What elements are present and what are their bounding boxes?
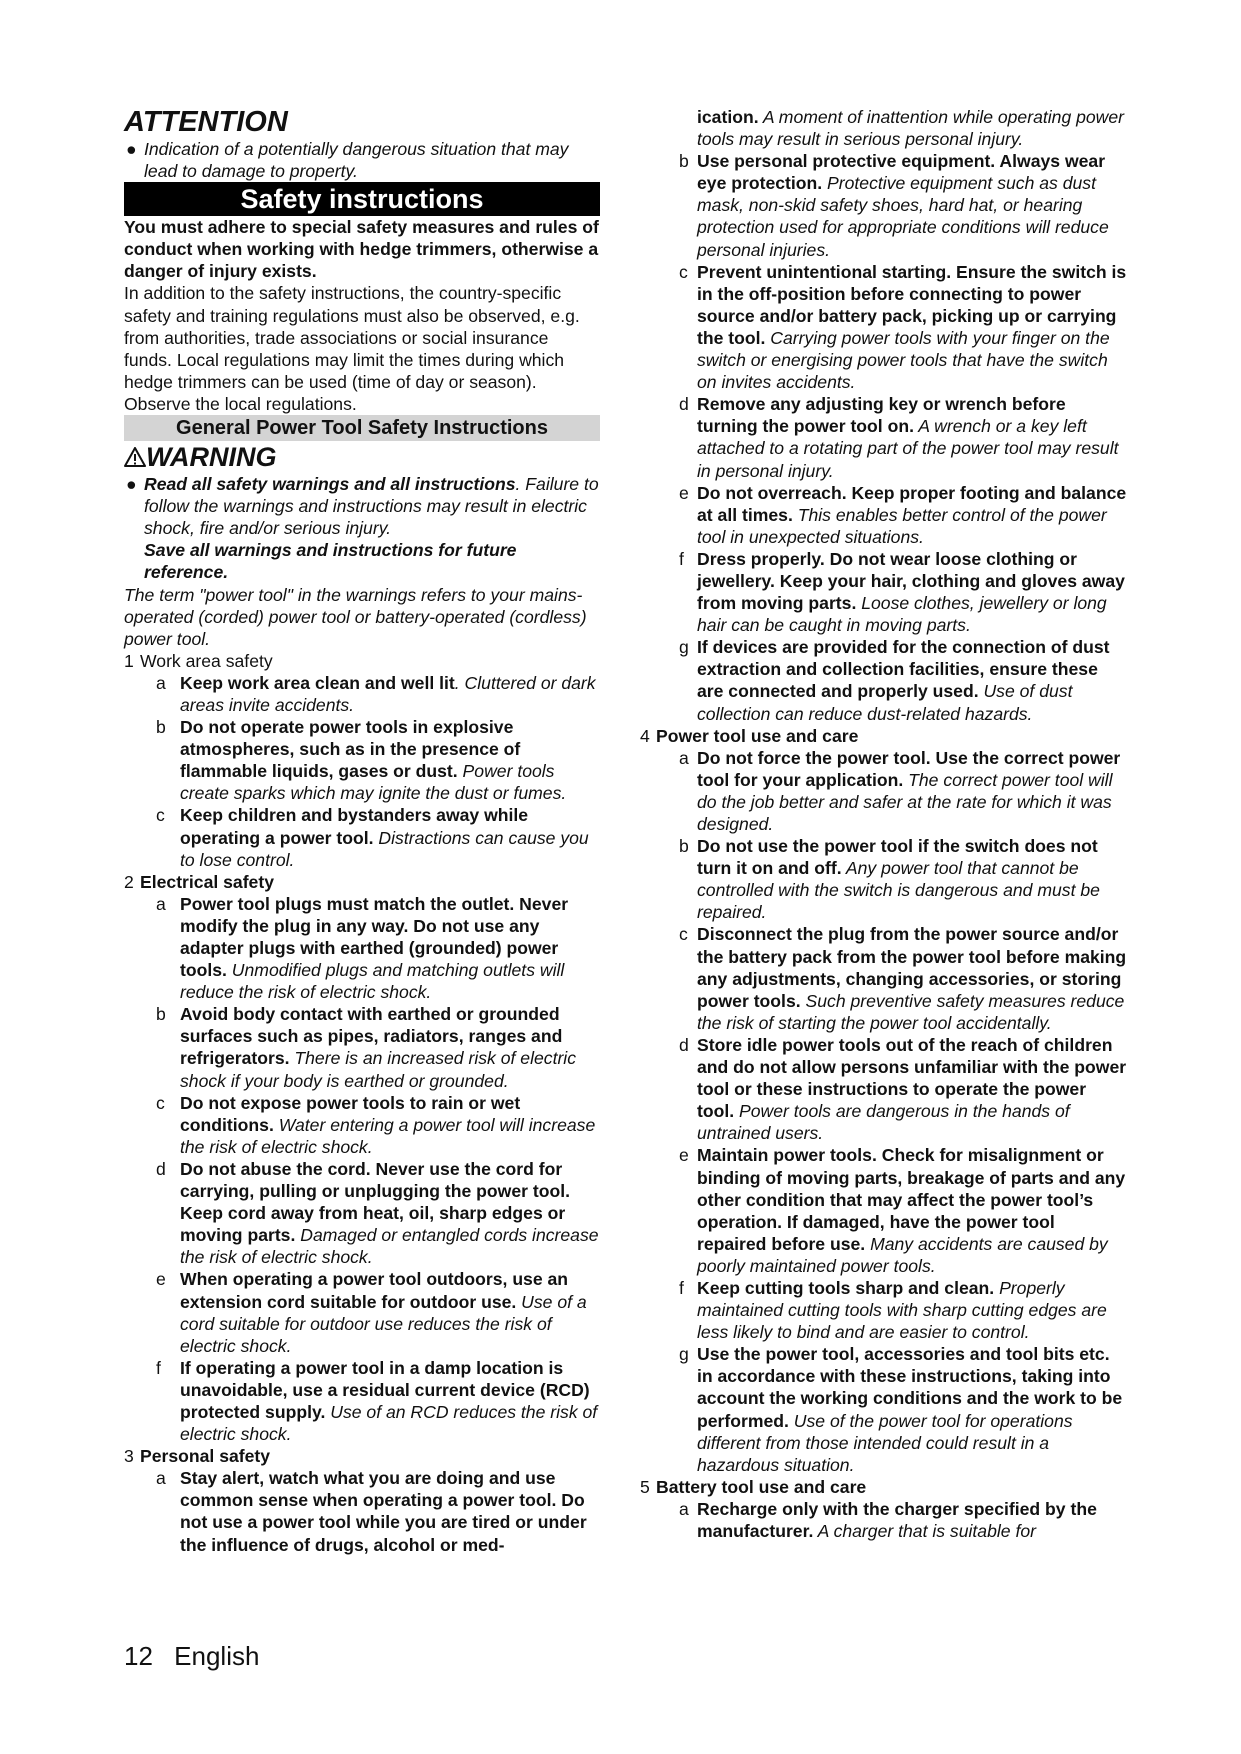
section-title: Power tool use and care bbox=[656, 725, 859, 746]
item-rule: Do not operate power tools in explosive atmospheres, such as in the presence of flammable liquids, gases or dust. bbox=[180, 717, 521, 782]
item-explanation: Protective equipment such as dust mask, non-skid safety shoes, hard hat, or hearing protection used for appropriate conditions will reduce personal injuries. bbox=[697, 173, 1109, 260]
item-rule: Store idle power tools out of the reach of children and do not allow persons unfamiliar with the power tool or these instructions to operate the power tool. bbox=[697, 1034, 1127, 1122]
item-rule: When operating a power tool outdoors, use an extension cord suitable for outdoor use. bbox=[180, 1269, 569, 1312]
item-letter: b bbox=[156, 1004, 166, 1025]
item-explanation: Many accidents are caused by poorly maintained power tools. bbox=[697, 1233, 1108, 1276]
item-explanation: Distractions can cause you to lose control. bbox=[180, 827, 589, 870]
right-personal-items bbox=[640, 150, 1127, 724]
section-number: 5 bbox=[640, 1476, 650, 1497]
item-letter: g bbox=[679, 637, 689, 658]
item-letter: b bbox=[679, 836, 689, 857]
instruction-item-d bbox=[640, 393, 1127, 481]
instruction-item-c bbox=[124, 1092, 600, 1158]
bullet-icon: ● bbox=[126, 139, 137, 159]
general-safety-heading: General Power Tool Safety Instructions bbox=[124, 415, 600, 441]
instruction-item-a bbox=[124, 672, 600, 716]
item-rule: Recharge only with the charger specified by the manufacturer. bbox=[697, 1498, 1097, 1541]
item-letter: a bbox=[156, 893, 166, 914]
instruction-item-a bbox=[640, 747, 1127, 835]
continuation-bold: ication. bbox=[697, 107, 759, 127]
item-explanation: A charger that is suitable for bbox=[813, 1521, 1036, 1541]
item-rule: Remove any adjusting key or wrench before turning the power tool on. bbox=[697, 394, 1066, 437]
item-explanation: Such preventive safety measures reduce the risk of starting the power tool accidentally. bbox=[697, 990, 1125, 1033]
item-letter: e bbox=[679, 482, 689, 503]
item-letter: e bbox=[679, 1145, 689, 1166]
item-explanation: . Cluttered or dark areas invite accidents. bbox=[180, 672, 596, 715]
section-heading-5 bbox=[640, 1476, 1127, 1498]
instruction-item-e bbox=[640, 482, 1127, 548]
instruction-item-e bbox=[640, 1144, 1127, 1277]
item-explanation: Any power tool that cannot be controlled with the switch is dangerous and must be repaired. bbox=[697, 858, 1100, 923]
item-explanation: Use of the power tool for operations different from those intended could result in a hazardous situation. bbox=[697, 1410, 1073, 1475]
instruction-item-c bbox=[124, 804, 600, 870]
item-letter: b bbox=[156, 717, 166, 738]
section-number: 1 bbox=[124, 650, 134, 671]
read-warnings-bold: Read all safety warnings and all instructions bbox=[144, 474, 516, 495]
attention-description: Indication of a potentially dangerous situation that may lead to damage to property. bbox=[144, 139, 569, 182]
instruction-item-g bbox=[640, 636, 1127, 724]
item-rule: Stay alert, watch what you are doing and use common sense when operating a power tool. Do not use a power tool while you are tired or under the influence of drugs, alcohol or med- bbox=[180, 1468, 587, 1555]
item-explanation: This enables better control of the power tool in unexpected situations. bbox=[697, 504, 1107, 547]
page-number: 12 bbox=[124, 1641, 153, 1671]
item-rule: Use the power tool, accessories and tool bits etc. in accordance with these instructions, taking into account the working conditions and the work to be performed. bbox=[697, 1344, 1123, 1431]
item-letter: c bbox=[156, 1092, 165, 1113]
item-explanation: Loose clothes, jewellery or long hair can be caught in moving parts. bbox=[697, 593, 1107, 636]
item-rule: Maintain power tools. Check for misalignment or binding of moving parts, breakage of parts and any other condition that may affect the power tool’s operation. If damaged, have the power tool repaired before use. bbox=[697, 1145, 1126, 1254]
item-letter: f bbox=[679, 1277, 684, 1298]
item-letter: c bbox=[679, 261, 688, 282]
attention-text bbox=[124, 138, 600, 182]
warning-label: WARNING bbox=[146, 442, 277, 473]
section-title: Electrical safety bbox=[140, 871, 274, 892]
left-column bbox=[124, 106, 600, 1556]
item-explanation: Use of an RCD reduces the risk of electric shock. bbox=[180, 1401, 598, 1445]
item-letter: a bbox=[156, 1468, 166, 1489]
section-number: 2 bbox=[124, 871, 134, 892]
item-explanation: Damaged or entangled cords increase the risk of electric shock. bbox=[180, 1225, 599, 1268]
safety-instructions-heading: Safety instructions bbox=[124, 182, 600, 216]
footer-language: English bbox=[174, 1641, 260, 1671]
item-rule: Keep cutting tools sharp and clean. bbox=[697, 1277, 995, 1298]
item-explanation: Power tools are dangerous in the hands of untrained users. bbox=[697, 1101, 1070, 1144]
item-rule: Use personal protective equipment. Always wear eye protection. bbox=[697, 151, 1106, 194]
item-rule: Prevent unintentional starting. Ensure the switch is in the off-position before connecting to power source and/or battery pack, picking up or carrying the tool. bbox=[697, 261, 1127, 348]
item-rule: Do not force the power tool. Use the correct power tool for your application. bbox=[697, 747, 1121, 790]
personal-safety-continuation bbox=[640, 106, 1127, 150]
section-heading-2 bbox=[124, 871, 600, 893]
instruction-item-d bbox=[640, 1034, 1127, 1144]
item-rule: Avoid body contact with earthed or grounded surfaces such as pipes, radiators, ranges and refrigerators. bbox=[180, 1004, 563, 1069]
safety-intro-text: In addition to the safety instructions, the country-specific safety and training regulations must also be observed, e.g. from authorities, trade associations or social insurance funds. Local regulations may limit the times during which hedge trimmers can be used (time of day or season). Observe the local regulations. bbox=[124, 283, 580, 414]
item-explanation: There is an increased risk of electric shock if your body is earthed or grounded. bbox=[180, 1048, 577, 1091]
item-rule: Keep children and bystanders away while operating a power tool. bbox=[180, 805, 529, 848]
instruction-item-b bbox=[124, 716, 600, 804]
item-letter: d bbox=[679, 1034, 689, 1055]
read-warnings-text: . Failure to follow the warnings and instructions may result in electric shock, fire and/or serious injury. bbox=[144, 474, 599, 539]
save-warnings-bold: Save all warnings and instructions for future reference. bbox=[144, 540, 517, 583]
item-explanation: Properly maintained cutting tools with sharp cutting edges are less likely to bind and are easier to control. bbox=[697, 1277, 1107, 1343]
item-letter: g bbox=[679, 1344, 689, 1365]
instruction-item-g bbox=[640, 1343, 1127, 1476]
item-explanation: Use of dust collection can reduce dust-related hazards. bbox=[697, 681, 1073, 724]
item-letter: b bbox=[679, 151, 689, 172]
right-sections bbox=[640, 725, 1127, 1542]
section-heading-4 bbox=[640, 725, 1127, 747]
instruction-item-f bbox=[640, 1277, 1127, 1343]
item-rule: If operating a power tool in a damp location is unavoidable, use a residual current device (RCD) protected supply. bbox=[180, 1357, 590, 1422]
bullet-icon: ● bbox=[126, 474, 137, 495]
item-rule: Keep work area clean and well lit bbox=[180, 672, 455, 693]
item-explanation: A wrench or a key left attached to a rotating part of the power tool may result in personal injury. bbox=[697, 416, 1119, 481]
attention-title: ATTENTION bbox=[124, 106, 288, 138]
item-explanation: The correct power tool will do the job better and safer at the rate for which it was designed. bbox=[697, 769, 1113, 834]
instruction-item-f bbox=[640, 548, 1127, 636]
item-rule: Dress properly. Do not wear loose clothing or jewellery. Keep your hair, clothing and gloves away from moving parts. bbox=[697, 548, 1125, 614]
instruction-item-c bbox=[640, 261, 1127, 394]
page-footer bbox=[124, 1640, 259, 1672]
item-letter: d bbox=[156, 1158, 166, 1179]
item-rule: Power tool plugs must match the outlet. Never modify the plug in any way. Do not use any adapter plugs with earthed (grounded) power tools. bbox=[180, 893, 569, 981]
item-explanation: Unmodified plugs and matching outlets will reduce the risk of electric shock. bbox=[180, 960, 565, 1003]
read-warnings-item bbox=[124, 473, 600, 583]
item-rule: Do not use the power tool if the switch does not turn it on and off. bbox=[697, 836, 1098, 879]
section-number: 3 bbox=[124, 1446, 134, 1467]
item-rule: Do not expose power tools to rain or wet conditions. bbox=[180, 1092, 521, 1135]
instruction-item-d bbox=[124, 1158, 600, 1268]
item-letter: a bbox=[679, 1498, 689, 1519]
section-title: Personal safety bbox=[140, 1446, 271, 1467]
warning-title bbox=[124, 441, 600, 473]
item-explanation: Use of a cord suitable for outdoor use reduces the risk of electric shock. bbox=[180, 1291, 587, 1356]
warning-triangle-icon bbox=[124, 447, 146, 467]
instruction-item-c bbox=[640, 923, 1127, 1033]
item-rule: Do not abuse the cord. Never use the cord for carrying, pulling or unplugging the power tool. Keep cord away from heat, oil, sharp edges or moving parts. bbox=[180, 1158, 570, 1246]
section-title: Battery tool use and care bbox=[656, 1476, 867, 1497]
item-letter: f bbox=[156, 1357, 161, 1378]
instruction-item-a bbox=[640, 1498, 1127, 1542]
left-sections bbox=[124, 650, 600, 1556]
safety-intro-bold: You must adhere to special safety measures and rules of conduct when working with hedge trimmers, otherwise a danger of injury exists. bbox=[124, 217, 599, 282]
instruction-item-a bbox=[124, 893, 600, 1003]
instruction-item-e bbox=[124, 1268, 600, 1356]
item-letter: f bbox=[679, 548, 684, 569]
section-number: 4 bbox=[640, 725, 650, 746]
item-rule: If devices are provided for the connection of dust extraction and collection facilities, ensure these are connected and properly used. bbox=[697, 637, 1110, 702]
item-letter: a bbox=[679, 747, 689, 768]
item-rule: Disconnect the plug from the power source and/or the battery pack from the power tool before making any adjustments, changing accessories, or storing power tools. bbox=[697, 924, 1127, 1011]
section-title: Work area safety bbox=[140, 650, 273, 671]
item-letter: c bbox=[156, 805, 165, 826]
section-heading-3 bbox=[124, 1445, 600, 1467]
item-explanation: Power tools create sparks which may ignite the dust or fumes. bbox=[180, 761, 567, 804]
power-tool-term: The term "power tool" in the warnings refers to your mains-operated (corded) power tool or battery-operated (cordless) power tool. bbox=[124, 584, 587, 649]
instruction-item-a bbox=[124, 1467, 600, 1555]
instruction-item-b bbox=[640, 150, 1127, 260]
instruction-item-f bbox=[124, 1357, 600, 1445]
instruction-item-b bbox=[124, 1003, 600, 1091]
item-letter: e bbox=[156, 1269, 166, 1290]
item-rule: Do not overreach. Keep proper footing and balance at all times. bbox=[697, 482, 1127, 525]
item-letter: a bbox=[156, 672, 166, 693]
instruction-item-b bbox=[640, 835, 1127, 923]
continuation-italic: A moment of inattention while operating power tools may result in serious personal injury. bbox=[697, 107, 1125, 150]
item-letter: c bbox=[679, 924, 688, 945]
right-column bbox=[640, 106, 1127, 1542]
item-explanation: Water entering a power tool will increase the risk of electric shock. bbox=[180, 1114, 596, 1157]
item-letter: d bbox=[679, 394, 689, 415]
item-explanation: Carrying power tools with your finger on the switch or energising power tools that have the switch on invites accidents. bbox=[697, 327, 1110, 393]
section-heading-1 bbox=[124, 650, 600, 672]
